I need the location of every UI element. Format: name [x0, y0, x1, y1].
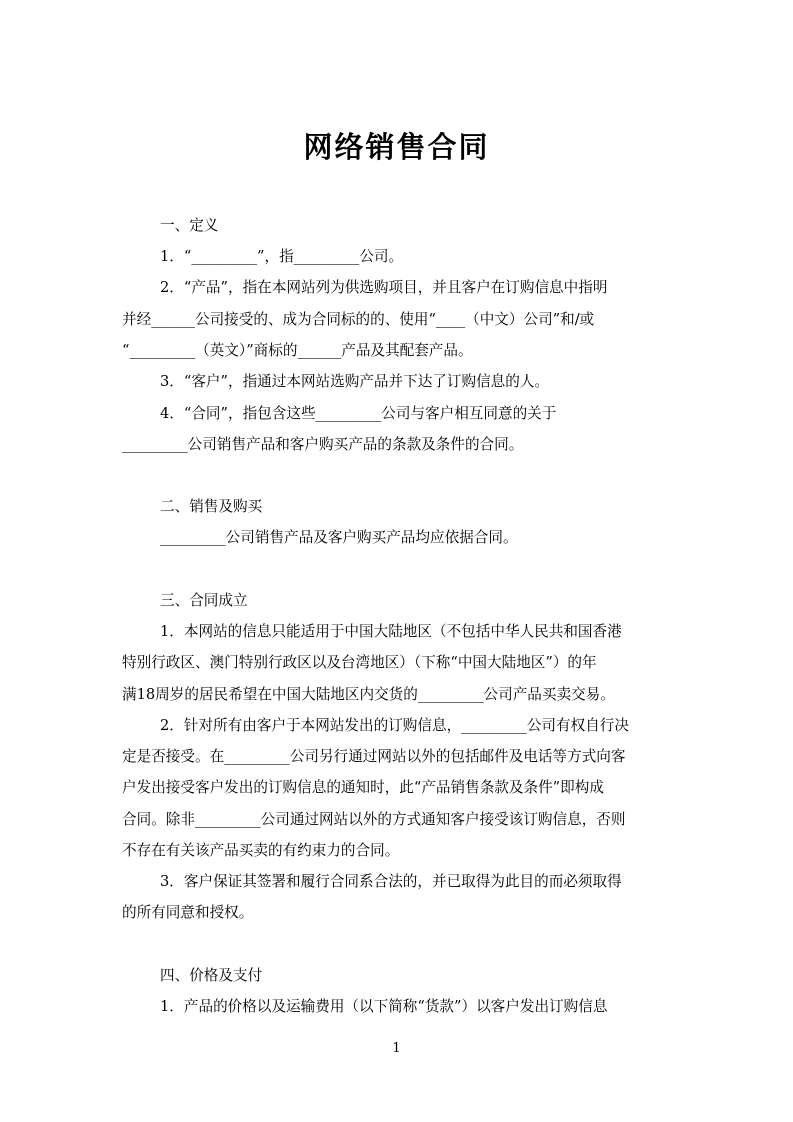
paragraph-line: 3．“客户”，指通过本网站选购产品并下达了订购信息的人。: [160, 373, 550, 390]
section-heading-definitions: 一、定义: [160, 217, 219, 234]
page-number: 1: [392, 1041, 401, 1056]
paragraph-line: 特别行政区、澳门特别行政区以及台湾地区）（下称“中国大陆地区”）的年: [122, 654, 597, 671]
paragraph-line: _________公司销售产品及客户购买产品均应依据合同。: [160, 529, 518, 546]
paragraph-line: 1．产品的价格以及运输费用（以下简称“货款”）以客户发出订购信息: [160, 998, 608, 1015]
paragraph-line: 合同。除非_________公司通过网站以外的方式通知客户接受该订购信息，否则: [122, 811, 626, 828]
paragraph-line: 定是否接受。在_________公司另行通过网站以外的包括邮件及电话等方式向客: [122, 748, 626, 765]
paragraph-line: 4．“合同”，指包含这些_________公司与客户相互同意的关于: [160, 405, 557, 422]
paragraph-line: 1．“_________”，指_________公司。: [160, 248, 404, 265]
section-heading-sale: 二、销售及购买: [160, 498, 263, 515]
paragraph-line: 1．本网站的信息只能适用于中国大陆地区（不包括中华人民共和国香港: [160, 623, 622, 640]
paragraph-line: 2．“产品”，指在本网站列为供选购项目，并且客户在订购信息中指明: [160, 279, 608, 296]
paragraph-line: 2．针对所有由客户于本网站发出的订购信息，_________公司有权自行决: [160, 717, 629, 734]
paragraph-line: _________公司销售产品和客户购买产品的条款及条件的合同。: [122, 436, 524, 453]
paragraph-line: 满18周岁的居民希望在中国大陆地区内交货的_________公司产品买卖交易。: [122, 686, 615, 703]
section-heading-formation: 三、合同成立: [160, 592, 248, 609]
paragraph-line: 的所有同意和授权。: [122, 904, 254, 921]
document-title: 网络销售合同: [303, 130, 490, 164]
paragraph-line: 3．客户保证其签署和履行合同系合法的，并已取得为此目的而必须取得: [160, 873, 622, 890]
paragraph-line: 并经______公司接受的、成为合同标的的、使用“____（中文）公司”和/或: [122, 311, 595, 328]
section-heading-price: 四、价格及支付: [160, 967, 263, 984]
paragraph-line: “_________（英文）”商标的______产品及其配套产品。: [122, 342, 473, 359]
paragraph-line: 不存在有关该产品买卖的有约束力的合同。: [122, 842, 400, 859]
paragraph-line: 户发出接受客户发出的订购信息的通知时，此“产品销售条款及条件”即构成: [122, 779, 604, 796]
